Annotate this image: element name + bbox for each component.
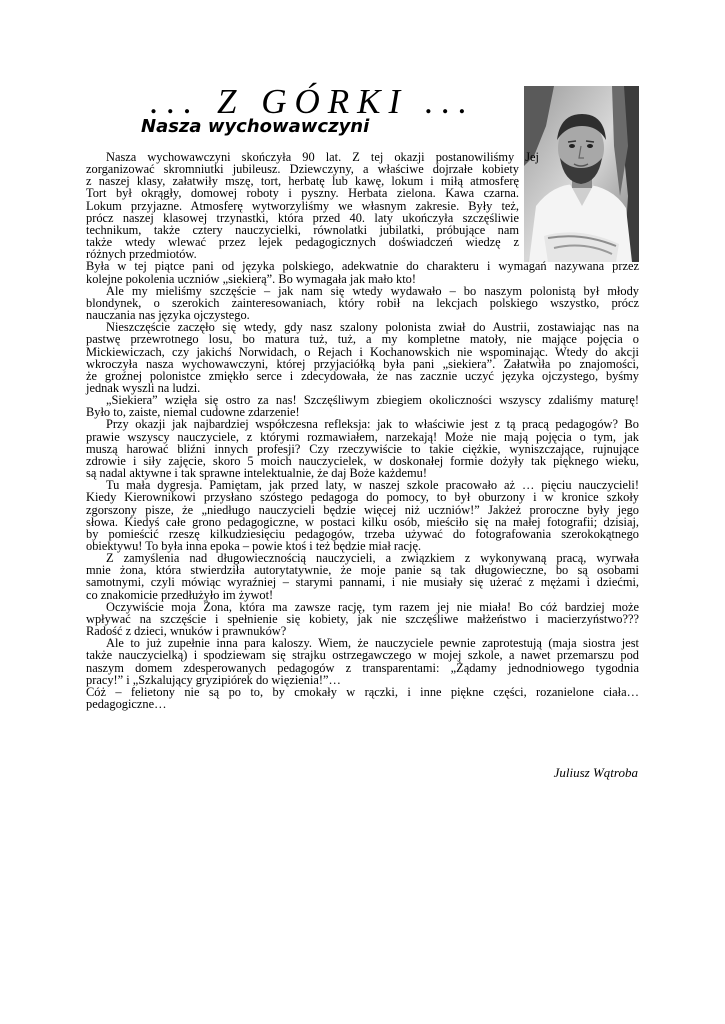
- article-line: technikum, także cztery nauczycielki, równolatki jubilatki, próbujące nam: [86, 222, 519, 237]
- article-line: blondynek, o szerokich zainteresowaniach, który robił na lekcjach polskiego wszystko, prócz: [86, 295, 639, 310]
- article-line: z naszej klasy, załatwiły mszę, tort, herbatę lub kawę, lokum i miłą atmosferę: [86, 174, 519, 189]
- article-line: są nadal aktywne i tak sprawne intelektualnie, że daj Boże każdemu!: [86, 466, 427, 481]
- article-line: pedagogiczne…: [86, 697, 167, 712]
- article-line: Było to, zaiste, niemal cudowne zdarzenie!: [86, 405, 300, 420]
- article-line: Oczywiście moja Żona, która ma zawsze rację, tym razem jej nie miała! Bo cóż bardziej może: [106, 599, 639, 614]
- article-line: Kiedy Kierownikowi przysłano szóstego pedagoga do pomocy, to był oburzony i w kronice szkoły: [86, 490, 639, 505]
- article-line: także wtedy wlewać przez lejek pedagogicznych doświadczeń wiedzę z: [86, 235, 519, 250]
- article-line: „Siekiera” wzięła się ostro za nas! Szczęśliwym zbiegiem okoliczności wszyscy zdaliśmy maturę!: [106, 393, 639, 408]
- article-line: prawie wszyscy nauczyciele, z którymi rozmawiałem, narzekają! Może nie mają pojęcia o tym, jak: [86, 429, 639, 444]
- article-line: pastwę przewrotnego losu, bo matura tuż, tuż, a my kompletne matoły, nie mające pojęcia o: [86, 332, 639, 347]
- article-body: [86, 151, 639, 710]
- article-line: Była w tej piątce pani od języka polskiego, adekwatnie do charakteru i wymagań nazywana przez: [86, 259, 639, 274]
- article-line: Przy okazji jak najbardziej współczesna refleksja: jak to właściwie jest z tą pracą pedagogów? Bo: [106, 417, 639, 432]
- article-line: także nauczycielką) i spodziewam się strajku ostrzegawczego w mojej szkole, a nawet przemarszu pod: [86, 648, 639, 663]
- article-line: że groźnej polonistce zmiękło serce i zdecydowała, że nas zacznie uczyć języka ojczystego, byśmy: [86, 368, 639, 383]
- article-line: zorganizować skromniutki jubileusz. Dziewczyny, a właściwe dojrzałe kobiety: [86, 162, 519, 177]
- article-line: Nieszczęście zaczęło się wtedy, gdy nasz szalony polonista zwiał do Austrii, zostawiając nas na: [106, 320, 639, 335]
- article-line: nauczania nas języka ojczystego.: [86, 308, 250, 323]
- article-line: Radość z dzieci, wnuków i prawnuków?: [86, 624, 287, 639]
- article-line: Mickiewiczach, czy jakichś Norwidach, o Rejach i Kochanowskich nie wspominając. Wtedy do akcji: [86, 344, 639, 359]
- article-line: różnych przedmiotów.: [86, 247, 197, 262]
- page-subtitle: Nasza wychowawczyni: [141, 116, 370, 137]
- article-line: Tort był okrągły, domowej roboty i pyszny. Herbata zielona. Kawa czarna.: [86, 186, 519, 201]
- article-line: by pomieścić rzeszę kilkudziesięciu pedagogów, trzeba używać do fotografowania szerokokątnego: [86, 526, 639, 541]
- article-line: samotnymi, czyli mówiąc wyraźniej – starymi pannami, i nie musiały się użerać z mężami i dziećmi,: [86, 575, 639, 590]
- article-line: Z zamyślenia nad długowiecznością nauczycieli, a związkiem z wykonywaną pracą, wyrwała: [106, 551, 639, 566]
- article-line: słowa. Kiedyś całe grono pedagogiczne, w postaci kilku osób, mieściło się na małej fotografii; dzisiaj,: [86, 514, 639, 529]
- article-line: kolejne pokolenia uczniów „siekierą”. Bo wymagała jak mało kto!: [86, 271, 416, 286]
- article-line: Ale my mieliśmy szczęście – jak nam się wtedy wydawało – bo naszym polonistą był młody: [106, 283, 639, 298]
- article-line: Lokum przyjazne. Atmosferę wytworzyliśmy we własnym zakresie. Były też,: [86, 198, 519, 213]
- article-line: wpływać na szczęście i spełnienie się kobiety, jak nie szczęśliwe małżeństwo i macierzyństwo???: [86, 611, 639, 626]
- article-line: prócz naszej klasowej trzynastki, która przed 40. laty ukończyła szczęśliwie: [86, 210, 519, 225]
- article-line: jednak wyszli na ludzi.: [86, 380, 201, 395]
- article-line: zdrowie i siły zajęcie, skoro 5 moich nauczycielek, w doskonałej formie dożyły tak pięknego wieku,: [86, 453, 639, 468]
- article-line: Nasza wychowawczyni skończyła 90 lat. Z tej okazji postanowiliśmy Jej: [106, 150, 539, 164]
- article-line: Tu mała dygresja. Pamiętam, jak przed laty, w naszej szkole pracowało aż … pięciu nauczycieli!: [106, 478, 639, 493]
- article-line: Cóż – felietony nie są po to, by cmokały w rączki, i inne piękne części, rozanielone ciała…: [86, 684, 639, 699]
- article-line: co znakomicie przedłużyło im żywot!: [86, 587, 274, 602]
- article-line: pracy!” i „Szkalujący gryzipiórek do więzienia!”…: [86, 672, 341, 687]
- article-line: zgorszony pisze, że „niedługo nauczycieli będzie więcej niż uczniów!” Jakżeż proroczne były jego: [86, 502, 639, 517]
- author-signature: Juliusz Wątroba: [553, 765, 638, 780]
- article-line: mnie żona, która stwierdziła autorytatywnie, że moje panie są tak długowieczne, bo są osobami: [86, 563, 639, 578]
- article-line: obiektywu! To była inna epoka – powie ktoś i też będzie miał rację.: [86, 539, 422, 553]
- page-title: ... Z GÓRKI ...: [150, 82, 476, 121]
- article-line: Ale to już zupełnie inna para kaloszy. Wiem, że nauczyciele pewnie zaprotestują (maja siostra jest: [106, 636, 639, 651]
- article-line: wkroczyła nasza wychowawczyni, której przyjaciółką była pani „siekiera”. Załatwiła po znajomości,: [86, 356, 639, 371]
- article-line: naszym domem zdesperowanych pedagogów z transparentami: „Żądamy jednodniowego tygodnia: [86, 660, 639, 675]
- article-line: muszą harować bliźni innych profesji? Czy rzeczywiście to takie ciężkie, wyniszczające, rujnujące: [86, 441, 639, 456]
